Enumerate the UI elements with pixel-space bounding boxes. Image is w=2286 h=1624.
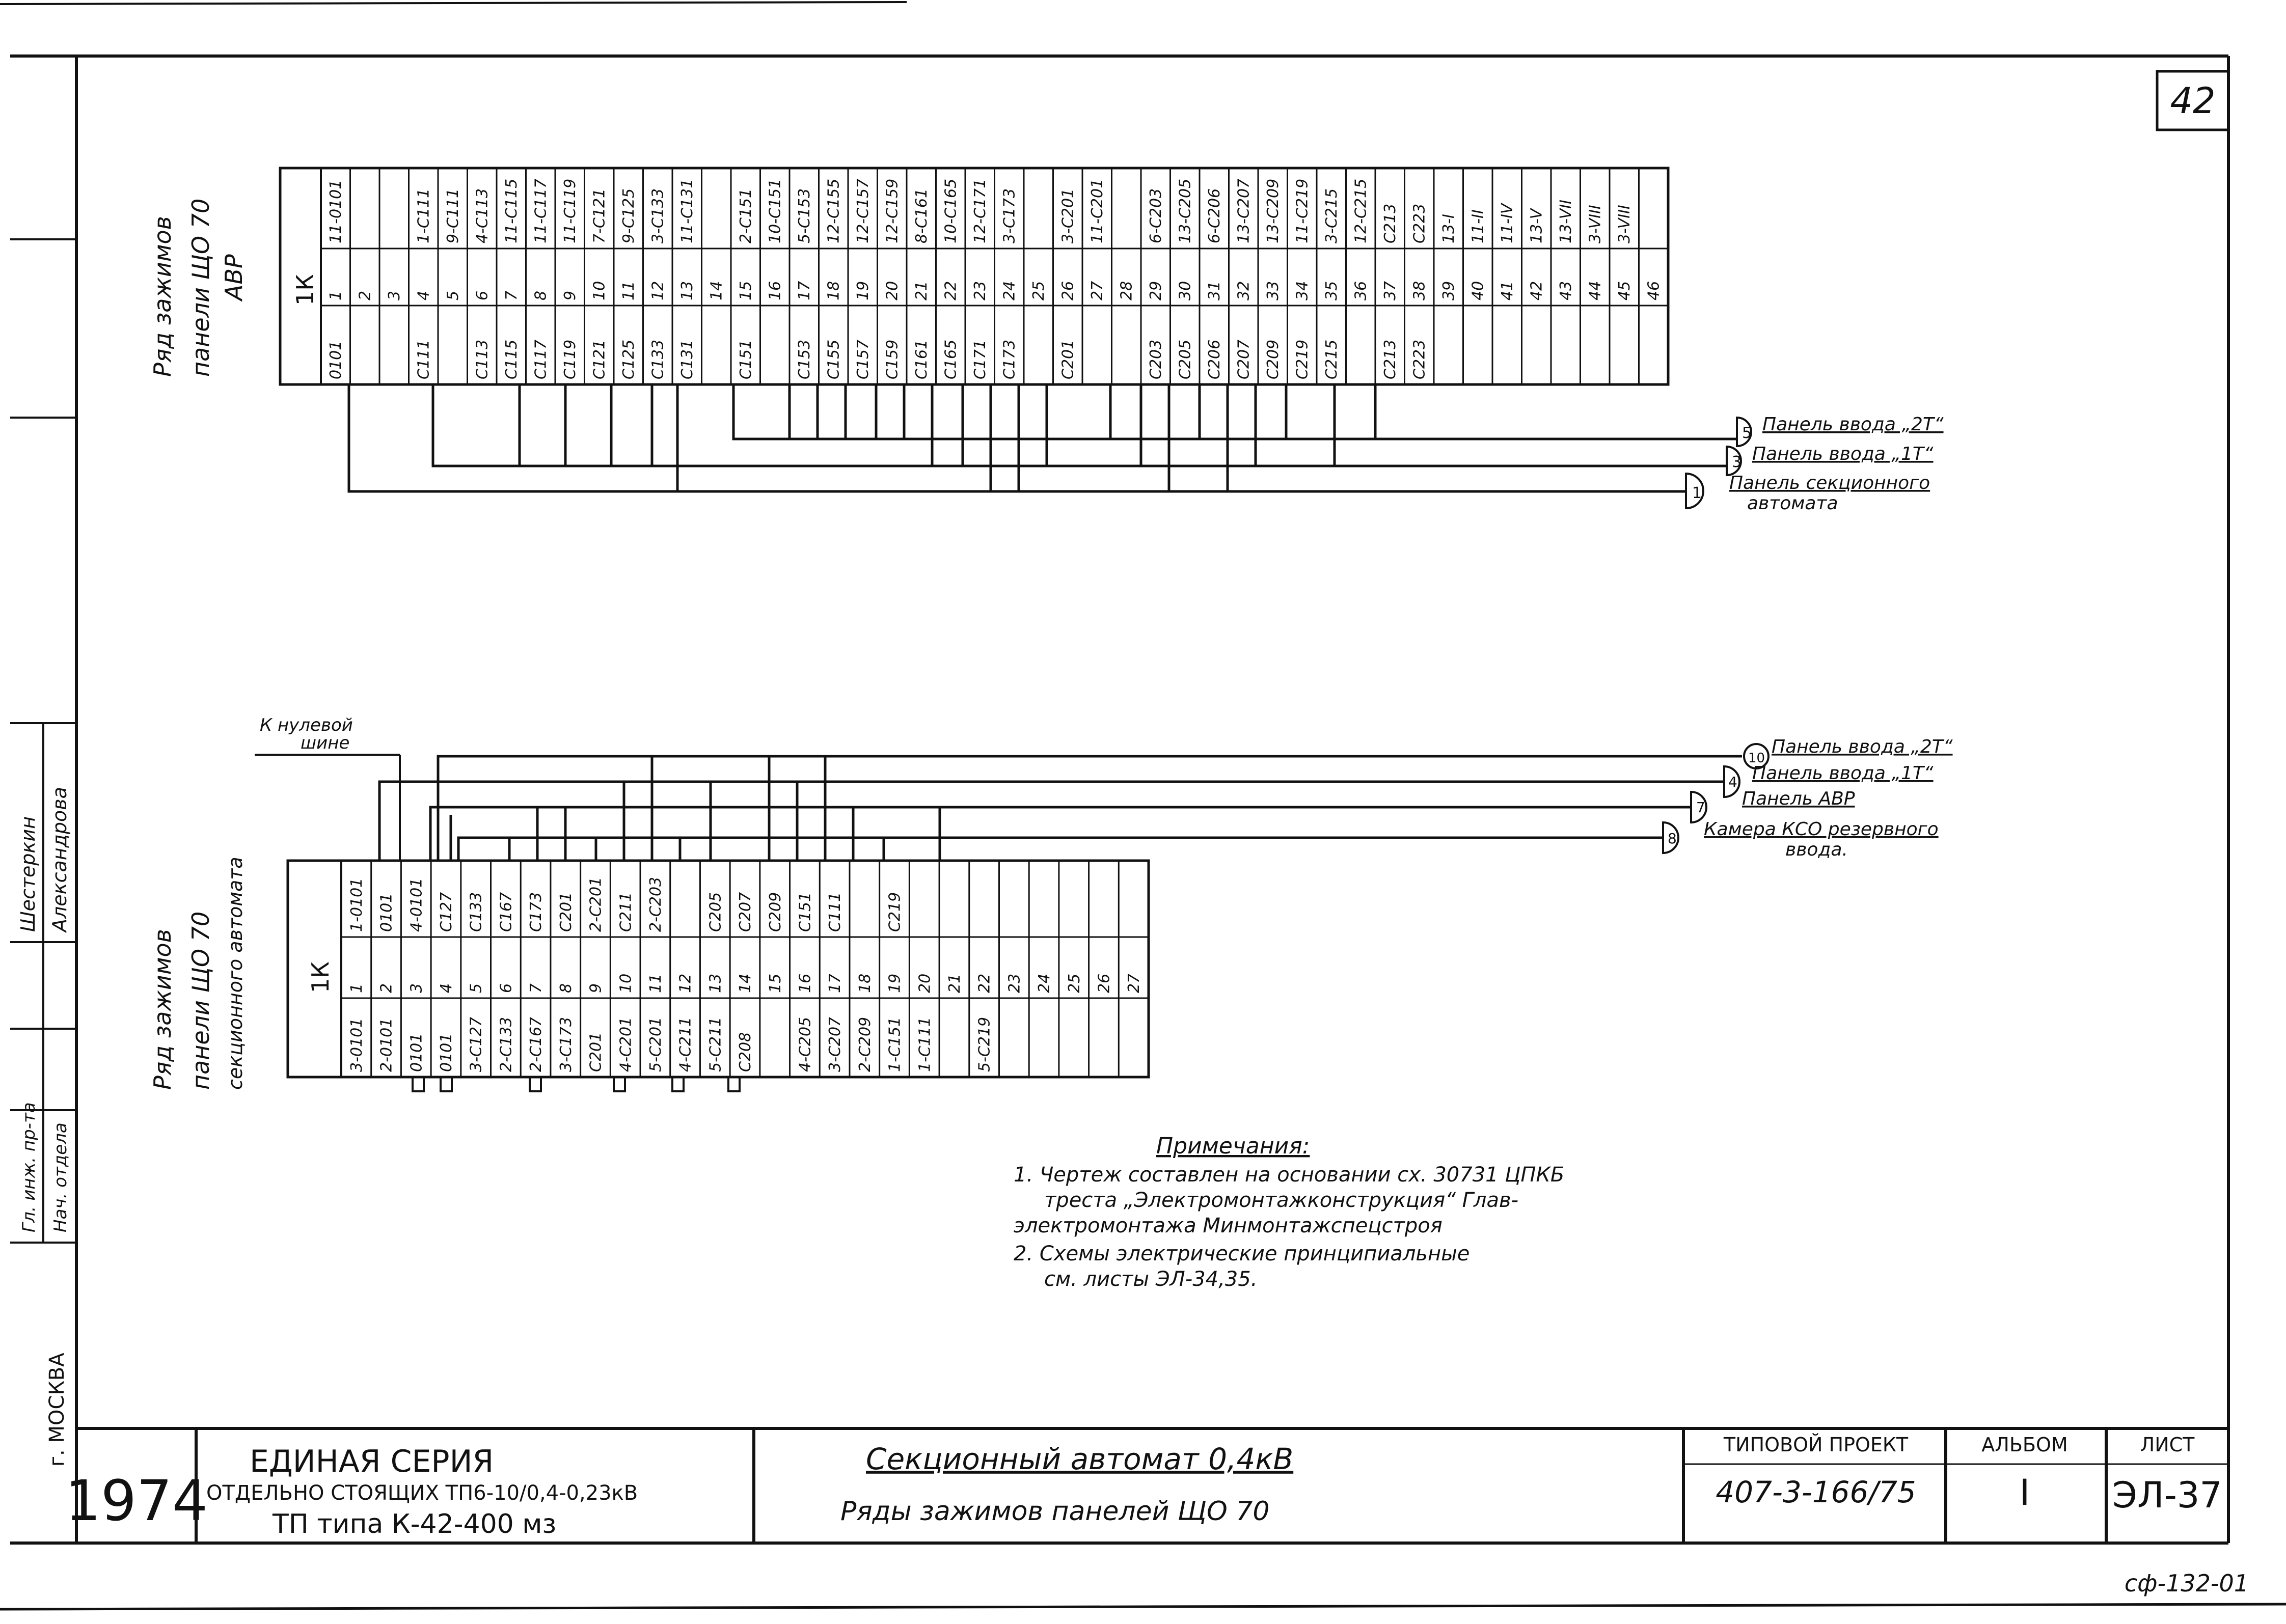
top-strip-cell-num-27: 27: [1088, 281, 1107, 300]
top-strip-cell-num-4: 4: [415, 290, 433, 300]
bottom-strip-cell-bottom-22: 5-С219: [975, 1016, 994, 1072]
top-strip-cell-top-17: 5-С153: [796, 188, 814, 243]
top-strip-cell-bottom-8: С117: [532, 339, 550, 379]
top-strip-cell-bottom-10: С121: [590, 339, 609, 379]
top-strip-cell-bottom-22: С165: [942, 339, 960, 379]
top-strip-cell-top-19: 12-С157: [854, 178, 873, 243]
top-strip-cell-bottom-9: С119: [561, 339, 580, 379]
top-strip-cell-bottom-7: С115: [503, 339, 521, 379]
bottom-strip-cell-num-11: 11: [646, 973, 665, 993]
bottom-target-2-label: Панель ввода „1Т“: [1752, 763, 1934, 784]
top-strip-cell-top-1: 11-0101: [327, 179, 345, 243]
top-strip-cell-top-41: 11-IV: [1499, 203, 1517, 243]
top-strip-cell-bottom-19: С157: [854, 339, 873, 379]
bottom-strip-cell-bottom-16: 4-С205: [796, 1016, 814, 1072]
top-strip-title-line3: АВР: [220, 254, 248, 300]
bottom-strip-cell-bottom-10: 4-С201: [617, 1016, 635, 1072]
notes-line-3: электромонтажа Минмонтажспецстроя: [1014, 1214, 1443, 1237]
top-strip-cell-num-22: 22: [942, 281, 960, 300]
top-strip-cell-bottom-26: С201: [1059, 339, 1077, 379]
top-strip-cell-top-7: 11-С115: [503, 178, 521, 243]
top-strip-label: 1К: [291, 274, 319, 306]
top-strip-cell-top-42: 13-V: [1528, 208, 1546, 243]
top-strip-cell-bottom-15: С151: [737, 339, 755, 379]
bottom-strip-cell-bottom-5: 3-С127: [467, 1016, 485, 1072]
top-strip-cell-num-36: 36: [1352, 281, 1370, 300]
page-number: 42: [2170, 80, 2216, 122]
bottom-strip-cell-top-1: 1-0101: [347, 877, 366, 932]
bottom-strip-cell-num-24: 24: [1036, 973, 1054, 993]
top-strip-cell-top-26: 3-С201: [1059, 188, 1077, 243]
album-label: АЛЬБОМ: [1981, 1434, 2068, 1456]
top-strip-cell-top-44: 3-VIII: [1586, 205, 1604, 243]
top-strip-cell-bottom-17: С153: [796, 339, 814, 379]
stamp-role-2: Нач. отдела: [50, 1122, 71, 1232]
project-label: ТИПОВОЙ ПРОЕКТ: [1723, 1434, 1909, 1456]
top-strip-cell-num-12: 12: [649, 281, 667, 300]
stamp-city: г. МОСКВА: [45, 1353, 69, 1467]
bottom-strip-cell-bottom-12: 4-С211: [676, 1016, 695, 1072]
bottom-strip-cell-num-3: 3: [407, 983, 426, 993]
top-strip-title: [149, 199, 248, 377]
top-strip-cell-num-24: 24: [1000, 281, 1019, 300]
top-strip-cell-bottom-37: С213: [1381, 339, 1400, 379]
bottom-strip-cell-bottom-3: 0101: [407, 1033, 426, 1072]
top-strip-cell-num-35: 35: [1323, 281, 1341, 300]
bottom-target-3-label: Панель АВР: [1742, 788, 1855, 809]
bottom-strip-title: [149, 857, 247, 1090]
top-strip-cell-top-20: 12-С159: [883, 178, 902, 243]
top-strip-cell-num-31: 31: [1206, 281, 1224, 300]
top-strip-cell-top-24: 3-С173: [1000, 188, 1019, 243]
top-strip-cell-num-33: 33: [1264, 281, 1283, 300]
top-strip-cell-bottom-20: С159: [883, 339, 902, 379]
top-strip-cell-top-40: 11-II: [1469, 209, 1487, 243]
bottom-strip-cell-top-7: С173: [527, 892, 546, 932]
top-strip-cell-top-45: 3-VIII: [1616, 205, 1634, 243]
top-strip-cell-top-39: 13-I: [1440, 214, 1458, 243]
top-strip-cell-num-18: 18: [825, 281, 843, 300]
top-strip-cell-num-26: 26: [1059, 281, 1077, 300]
corner-code: сф-132-01: [2124, 1570, 2249, 1597]
notes-line-5: см. листы ЭЛ-34,35.: [1044, 1268, 1258, 1291]
bottom-strip-cell-bottom-14: С208: [737, 1032, 755, 1072]
bottom-strip-cell-bottom-11: 5-С201: [646, 1016, 665, 1072]
top-strip-cell-num-5: 5: [444, 290, 462, 300]
top-strip-cell-bottom-35: С215: [1323, 339, 1341, 379]
top-strip-cell-num-46: 46: [1645, 281, 1663, 300]
sheet-value: ЭЛ-37: [2112, 1474, 2222, 1516]
top-strip-cell-bottom-32: С207: [1235, 339, 1253, 379]
top-strip-cell-bottom-21: С161: [913, 339, 931, 379]
bottom-strip-cell-num-6: 6: [497, 983, 515, 993]
top-strip-cell-top-15: 2-С151: [737, 188, 755, 243]
top-strip-cell-num-30: 30: [1176, 281, 1194, 300]
bottom-strip-cell-bottom-17: 3-С207: [826, 1016, 845, 1072]
zero-bus-label: [255, 715, 400, 861]
top-strip-cell-num-45: 45: [1616, 281, 1634, 300]
svg-text:8: 8: [1668, 830, 1677, 847]
project-value: 407-3-166/75: [1716, 1475, 1916, 1509]
bottom-strip-cell-bottom-7: 2-С167: [527, 1016, 546, 1072]
bottom-strip-label: 1К: [307, 961, 334, 993]
top-strip-cell-num-9: 9: [561, 290, 580, 300]
bottom-strip-cell-top-14: С207: [737, 892, 755, 932]
top-strip-cell-top-38: С223: [1410, 203, 1429, 243]
top-strip-cell-top-4: 1-С111: [415, 188, 433, 243]
top-strip-cell-num-1: 1: [327, 290, 345, 300]
top-strip-cell-num-14: 14: [707, 281, 726, 300]
top-target-3-label: Панель секционного: [1729, 473, 1930, 493]
top-strip-cell-top-13: 11-С131: [678, 178, 697, 243]
top-strip-cell-bottom-18: С155: [825, 339, 843, 379]
top-strip-cell-num-11: 11: [620, 281, 638, 300]
top-strip-cell-bottom-23: С171: [971, 339, 990, 379]
bottom-targets: [1663, 736, 1953, 860]
top-strip-cell-top-11: 9-С125: [620, 188, 638, 243]
bottom-strip-lower-links: [413, 1077, 740, 1091]
bottom-target-3: [1691, 788, 1855, 822]
bottom-strip-cell-top-11: 2-С203: [646, 876, 665, 932]
bottom-strip-cell-bottom-20: 1-С111: [916, 1016, 934, 1072]
bottom-strip-cell-num-13: 13: [706, 973, 725, 993]
bottom-strip-cell-top-19: С219: [886, 892, 904, 932]
bottom-strip-cell-num-15: 15: [766, 973, 784, 993]
bottom-target-1-label: Панель ввода „2Т“: [1772, 736, 1953, 757]
top-strip-cell-top-35: 3-С215: [1323, 188, 1341, 243]
bottom-strip-cell-num-25: 25: [1065, 973, 1083, 993]
page-number-box: [2157, 71, 2228, 130]
top-targets: [1686, 414, 1944, 514]
top-strip-cell-top-5: 9-С111: [444, 188, 462, 243]
bottom-strip-title-line1: Ряд зажимов: [149, 929, 176, 1090]
top-strip-cell-top-27: 11-С201: [1088, 178, 1107, 243]
top-strip-cell-num-37: 37: [1381, 281, 1400, 300]
top-strip-cell-top-33: 13-С209: [1264, 178, 1283, 243]
bottom-strip-cell-bottom-6: 2-С133: [497, 1016, 515, 1072]
top-strip-cell-top-30: 13-С205: [1176, 178, 1194, 243]
top-strip-cell-bottom-13: С131: [678, 339, 697, 379]
svg-text:3: 3: [1732, 453, 1742, 471]
svg-text:10: 10: [1748, 751, 1765, 766]
top-strip-cell-top-12: 3-С133: [649, 188, 667, 243]
bottom-strip-cell-top-5: С133: [467, 892, 485, 932]
bottom-target-4: [1663, 819, 1939, 860]
bottom-strip-cell-num-8: 8: [557, 983, 575, 993]
svg-text:4: 4: [1728, 774, 1737, 790]
bottom-strip-cell-num-23: 23: [1005, 973, 1024, 993]
top-strip-cell-top-21: 8-С161: [913, 188, 931, 243]
bottom-strip-cell-num-22: 22: [975, 973, 994, 993]
bottom-strip-cell-top-13: С205: [706, 892, 725, 932]
bottom-strip-cell-num-17: 17: [826, 973, 845, 993]
bottom-strip-cell-bottom-19: 1-С151: [886, 1016, 904, 1072]
top-strip-cell-num-21: 21: [913, 281, 931, 300]
top-strip-cell-bottom-38: С223: [1410, 339, 1429, 379]
top-strip-cell-top-22: 10-С165: [942, 178, 960, 243]
top-strip-cell-top-32: 13-С207: [1235, 178, 1253, 243]
bottom-strip-cell-top-16: С151: [796, 892, 814, 932]
bottom-strip-cell-top-10: С211: [617, 892, 635, 932]
title-series-line2: ОТДЕЛЬНО СТОЯЩИХ ТП6-10/0,4-0,23кВ: [206, 1481, 638, 1505]
stamp-role-1: Гл. инж. пр-та: [19, 1102, 39, 1232]
title-series-line1: ЕДИНАЯ СЕРИЯ: [250, 1444, 494, 1479]
bottom-strip-cell-num-12: 12: [676, 973, 695, 993]
bottom-strip-cell-num-19: 19: [886, 973, 904, 993]
bottom-strip-cell-num-2: 2: [377, 983, 396, 993]
top-strip-title-line1: Ряд зажимов: [149, 216, 176, 377]
svg-text:1: 1: [1692, 484, 1702, 502]
top-strip-cell-num-42: 42: [1528, 281, 1546, 300]
bottom-strip-title-line3: секционного автомата: [224, 857, 247, 1090]
bottom-strip-cell-bottom-13: 5-С211: [706, 1016, 725, 1072]
notes: [1014, 1133, 1564, 1291]
top-strip-cell-num-43: 43: [1557, 281, 1575, 300]
bottom-strip-cell-bottom-2: 2-0101: [377, 1017, 396, 1072]
top-target-2-label: Панель ввода „1Т“: [1752, 444, 1934, 464]
stamp-name-1: Шестеркин: [17, 816, 39, 932]
bottom-strip-cell-num-27: 27: [1125, 973, 1144, 993]
bottom-strip-cell-top-2: 0101: [377, 893, 396, 932]
bottom-strip-cell-num-9: 9: [587, 983, 605, 993]
top-target-3: [1686, 473, 1930, 514]
bottom-strip-cell-top-3: 4-0101: [407, 877, 426, 932]
side-stamp: [10, 239, 76, 1243]
bottom-strip-cell-num-26: 26: [1095, 973, 1113, 993]
top-strip-wiring: [349, 384, 1737, 491]
bottom-strip-cell-bottom-18: 2-С209: [856, 1016, 874, 1072]
top-strip-cell-num-2: 2: [356, 290, 374, 300]
bottom-strip-cell-num-21: 21: [945, 973, 964, 993]
bottom-strip-cell-top-4: С127: [438, 892, 456, 932]
notes-line-4: 2. Схемы электрические принципиальные: [1014, 1242, 1470, 1265]
top-strip-cell-top-23: 12-С171: [971, 178, 990, 243]
title-series-line3: ТП типа К-42-400 мз: [273, 1509, 557, 1539]
bottom-strip-cells: [348, 861, 1143, 1077]
top-strip-cell-top-36: 12-С215: [1352, 178, 1370, 243]
top-strip-cells: [327, 168, 1663, 384]
title-year: 1974: [65, 1468, 208, 1533]
top-strip-cell-num-25: 25: [1030, 281, 1048, 300]
bottom-strip-cell-bottom-9: С201: [587, 1032, 605, 1072]
album-value: I: [2019, 1472, 2030, 1513]
top-strip-cell-num-3: 3: [386, 290, 404, 300]
top-strip-cell-bottom-30: С205: [1176, 339, 1194, 379]
stamp-name-2: Александрова: [48, 787, 71, 932]
bottom-strip-cell-bottom-1: 3-0101: [347, 1017, 366, 1072]
top-target-2: [1727, 444, 1934, 475]
top-strip-cell-num-7: 7: [503, 290, 521, 300]
top-strip-cell-top-9: 11-С119: [561, 178, 580, 243]
top-strip-cell-top-6: 4-С113: [473, 188, 492, 243]
bottom-strip-cell-top-17: С111: [826, 892, 845, 932]
top-strip-cell-top-29: 6-С203: [1147, 188, 1165, 243]
top-strip-cell-bottom-33: С209: [1264, 339, 1283, 379]
top-strip-cell-top-31: 6-С206: [1206, 188, 1224, 243]
top-strip-cell-top-8: 11-С117: [532, 178, 550, 243]
top-strip-cell-num-28: 28: [1118, 281, 1136, 300]
top-target-3-label2: автомата: [1747, 493, 1838, 514]
drawing-title-1: Секционный автомат 0,4кВ: [866, 1442, 1294, 1476]
bottom-strip-cell-num-18: 18: [856, 973, 874, 993]
top-strip-cell-num-13: 13: [678, 281, 697, 300]
top-strip-cell-num-17: 17: [796, 281, 814, 300]
top-strip-cell-num-44: 44: [1586, 281, 1604, 300]
bottom-strip-cell-num-10: 10: [617, 973, 635, 993]
top-strip-cell-num-19: 19: [854, 281, 873, 300]
top-strip-cell-bottom-31: С206: [1206, 339, 1224, 379]
top-strip-cell-num-23: 23: [971, 281, 990, 300]
top-strip-title-line2: панели ЩО 70: [187, 198, 214, 377]
top-strip-cell-num-8: 8: [532, 290, 550, 300]
top-strip-cell-bottom-24: С173: [1000, 339, 1019, 379]
bottom-target-4-label: Камера КСО резервного: [1704, 819, 1939, 840]
top-strip-cell-num-41: 41: [1499, 281, 1517, 300]
top-strip-cell-bottom-11: С125: [620, 339, 638, 379]
top-strip-cell-num-38: 38: [1410, 281, 1429, 300]
drawing-title-2: Ряды зажимов панелей ЩО 70: [840, 1496, 1270, 1527]
top-strip-cell-top-18: 12-С155: [825, 178, 843, 243]
top-strip-cell-bottom-29: С203: [1147, 339, 1165, 379]
top-strip-cell-bottom-4: С111: [415, 339, 433, 379]
sheet-label: ЛИСТ: [2140, 1434, 2195, 1456]
top-strip-cell-num-39: 39: [1440, 281, 1458, 300]
bottom-strip-cell-bottom-8: 3-С173: [557, 1016, 575, 1072]
top-strip-cell-num-20: 20: [883, 281, 902, 300]
bottom-strip-cell-top-6: С167: [497, 892, 515, 932]
top-strip-cell-bottom-34: С219: [1293, 339, 1312, 379]
top-strip-cell-top-43: 13-VII: [1557, 199, 1575, 243]
svg-text:К нулевой: К нулевой: [260, 715, 353, 735]
top-strip-cell-top-34: 11-С219: [1293, 178, 1312, 243]
top-strip-cell-num-40: 40: [1469, 281, 1487, 300]
top-strip-cell-num-32: 32: [1235, 281, 1253, 300]
bottom-strip-cell-num-16: 16: [796, 973, 814, 993]
notes-line-2: треста „Электромонтажконструкция“ Глав-: [1044, 1189, 1519, 1212]
top-strip-cell-num-10: 10: [590, 281, 609, 300]
top-strip-cell-top-37: С213: [1381, 203, 1400, 243]
notes-heading: Примечания:: [1156, 1133, 1310, 1159]
top-target-1-label: Панель ввода „2Т“: [1762, 414, 1944, 435]
top-strip-cell-top-10: 7-С121: [590, 188, 609, 243]
top-strip-cell-num-29: 29: [1147, 281, 1165, 300]
bottom-strip-cell-num-14: 14: [737, 973, 755, 993]
notes-line-1: 1. Чертеж составлен на основании сх. 30731 ЦПКБ: [1014, 1163, 1565, 1187]
bottom-strip-cell-num-4: 4: [438, 983, 456, 993]
bottom-strip-wiring: [379, 756, 1742, 861]
top-strip-cell-num-16: 16: [766, 281, 784, 300]
bottom-strip-cell-top-9: 2-С201: [587, 876, 605, 932]
top-strip-cell-bottom-12: С133: [649, 339, 667, 379]
svg-text:5: 5: [1742, 424, 1752, 442]
bottom-strip-cell-num-1: 1: [347, 983, 366, 993]
bottom-strip-cell-num-5: 5: [467, 983, 485, 993]
bottom-terminal-strip: [288, 861, 1149, 1077]
svg-text:шине: шине: [301, 733, 350, 753]
bottom-target-4-label2: ввода.: [1785, 839, 1848, 860]
top-strip-cell-bottom-1: 0101: [327, 340, 345, 379]
top-terminal-strip: [280, 168, 1668, 384]
top-strip-cell-num-6: 6: [473, 290, 492, 300]
top-strip-cell-num-15: 15: [737, 281, 755, 300]
bottom-strip-cell-bottom-4: 0101: [438, 1033, 456, 1072]
top-strip-cell-num-34: 34: [1293, 281, 1312, 300]
top-target-1: [1737, 414, 1944, 446]
top-strip-cell-bottom-6: С113: [473, 339, 492, 379]
bottom-strip-title-line2: панели ЩО 70: [187, 911, 214, 1090]
bottom-strip-cell-top-8: С201: [557, 892, 575, 932]
bottom-strip-cell-num-20: 20: [916, 973, 934, 993]
bottom-strip-cell-num-7: 7: [527, 983, 546, 993]
svg-text:7: 7: [1696, 799, 1705, 816]
top-strip-cell-top-16: 10-С151: [766, 178, 784, 243]
bottom-strip-cell-top-15: С209: [766, 892, 784, 932]
